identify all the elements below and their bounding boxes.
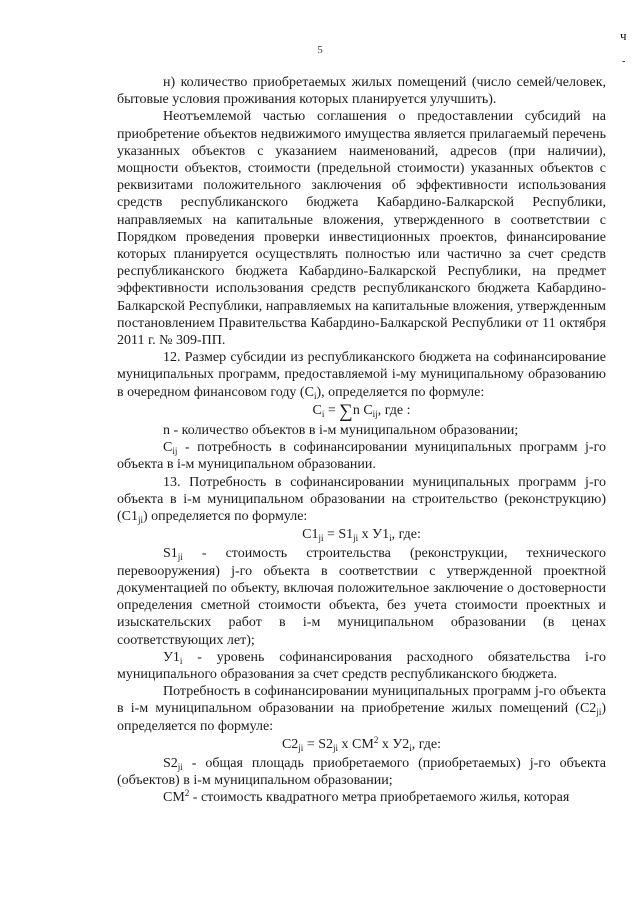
sum-symbol: ∑ xyxy=(339,400,353,422)
paragraph: Неотъемлемой частью соглашения о предоставлении субсидий на приобретение объектов недвижимого имущества является прилагаемый перечень указанных объектов с указанием наименований, адресов (при наличии), мощности объектов, стоимости (предельной стоимости) указанных объектов с реквизитами положительного заключения об эффективности использования средств республиканского бюджета Кабардино-Балкарской Республики, направляемых на капитальные вложения, утвержденного в соответствии с Порядком проведения проверки инвестиционных проектов, финансирование которых планируется осуществлять полностью или частично за счет средств республиканского бюджета Кабардино-Балкарской Республики, на предмет эффективности использования средств республиканского бюджета Кабардино-Балкарской Республики, направляемых на капитальные вложения, утвержденным постановлением Правительства Кабардино-Балкарской Республики от 11 октября 2011 г. № 309-ПП. xyxy=(117,109,606,349)
paragraph: $S1_{ji}$ - стоимость строительства (реконструкции, технического перевооружения) j-го объекта в соответствии с утвержденной проектной документацией по объекту, включая положительное заключение о достоверности определения сметной стоимости объекта, без учета стоимости проектных и изыскательских работ в i-м муниципальном образовании (в ценах соответствующих лет); xyxy=(117,546,606,648)
paragraph-text: ), определяется по формуле: xyxy=(316,384,485,400)
margin-mark: ч xyxy=(620,28,627,43)
formula: $C_i = \sum n$ $C_{ij}$, где : xyxy=(312,400,411,422)
paragraph: $CM^2$ - стоимость квадратного метра приобретаемого жилья, которая xyxy=(163,788,570,806)
paragraph: $У1_i$ - уровень софинансирования расходного обязательства i-го муниципального образования за счет средств республиканского бюджета. xyxy=(117,649,606,682)
paragraph: $C_{ij}$ - потребность в софинансировании муниципальных программ j-го объекта в i-м муниципальном образовании. xyxy=(117,440,606,473)
paragraph: $S2_{ji}$ - общая площадь приобретаемого (приобретаемых) j-го объекта (объектов) в i-м муниципальном образовании; xyxy=(117,755,606,789)
paragraph: 13. Потребность в софинансировании муниципальных программ j-го объекта в i-м муниципальном образовании на строительство (реконструкцию) $(C1_{ji})$ определяется по формуле: xyxy=(117,474,606,526)
margin-mark: - xyxy=(622,56,626,67)
formula: $C1_{ji} = S1_{ji}$ х $У1_i$, где: xyxy=(302,527,421,544)
page-number: 5 xyxy=(317,44,323,56)
document-body xyxy=(117,74,606,807)
paragraph xyxy=(117,349,606,401)
subscript: i xyxy=(313,390,317,401)
paragraph: n - количество объектов в i-м муниципальном образовании; xyxy=(163,423,519,439)
paragraph-text: 12. Размер субсидии из республиканского бюджета на софинансирование муниципальных программ, предоставляемой i-му муниципальному образованию в очередном финансовом году (C xyxy=(117,350,606,400)
paragraph: н) количество приобретаемых жилых помещений (число семей/человек, бытовые условия проживания которых планируется улучшить). xyxy=(117,75,606,108)
formula: $C2_{ji} = S2_{ji}$ х $CM^2$ х $У2_i$, где: xyxy=(281,734,442,753)
paragraph: Потребность в софинансировании муниципальных программ j-го объекта в i-м муниципальном образовании на приобретение жилых помещений $(C2_{ji})$ определяется по формуле: xyxy=(117,684,606,734)
